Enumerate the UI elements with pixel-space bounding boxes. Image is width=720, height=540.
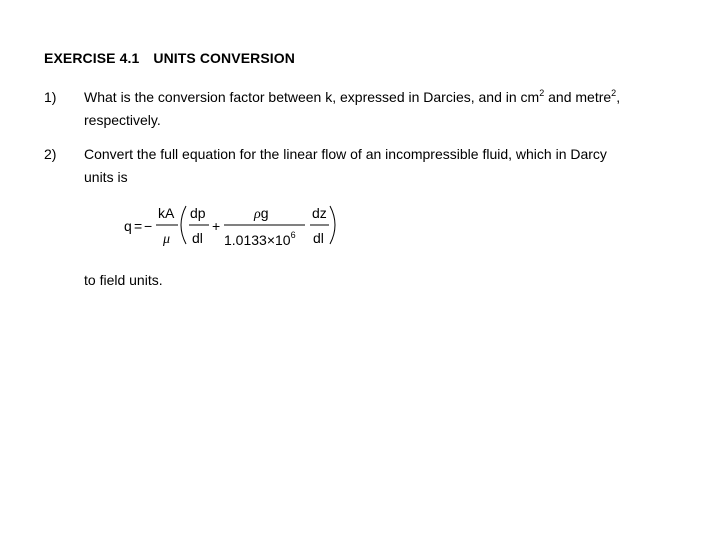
fraction-3-denominator xyxy=(224,230,296,248)
question-2-number: 2) xyxy=(44,146,57,162)
fraction-1-denominator: μ xyxy=(163,232,171,247)
question-2-line-1: Convert the full equation for the linear flow of an incompressible fluid, which in Darcy xyxy=(84,146,607,162)
equation-minus: − xyxy=(144,218,153,234)
question-2-closing: to field units. xyxy=(84,272,163,288)
question-1-line-1 xyxy=(84,86,620,109)
darcy-flow-equation xyxy=(118,200,358,254)
fraction-4-denominator: dl xyxy=(313,230,324,246)
gravity-symbol: g xyxy=(260,205,269,221)
rho-symbol: ρ xyxy=(254,207,261,222)
left-parenthesis xyxy=(181,206,186,244)
question-2-text xyxy=(84,143,607,189)
question-1-line-1-part-a: What is the conversion factor between k, expressed in Darcies, and in cm xyxy=(84,89,540,105)
question-1-line-1-part-c: , xyxy=(616,89,621,105)
question-2-line-2: units is xyxy=(84,169,128,185)
cm-squared-exponent: 2 xyxy=(539,88,545,98)
fraction-4-numerator: dz xyxy=(312,205,327,221)
exercise-title xyxy=(44,50,295,66)
question-1-line-1-part-b: and metre xyxy=(544,89,612,105)
exercise-number: EXERCISE 4.1 xyxy=(44,50,140,66)
fraction-2-denominator: dl xyxy=(192,230,203,246)
equation-equals: = xyxy=(134,218,143,234)
exercise-heading: UNITS CONVERSION xyxy=(153,50,295,66)
equation-lhs: q xyxy=(124,218,132,234)
fraction-3-numerator xyxy=(253,205,269,222)
fraction-3-denominator-base: 1.0133×10 xyxy=(224,232,291,248)
question-1-number: 1) xyxy=(44,89,57,105)
fraction-1-numerator: kA xyxy=(158,205,175,221)
fraction-3-denominator-exponent: 6 xyxy=(290,230,296,240)
fraction-2-numerator: dp xyxy=(190,205,206,221)
equation-plus: + xyxy=(212,218,221,234)
right-parenthesis xyxy=(330,206,335,244)
question-1-text xyxy=(84,86,620,132)
metre-squared-exponent: 2 xyxy=(611,88,617,98)
question-1-line-2: respectively. xyxy=(84,112,161,128)
